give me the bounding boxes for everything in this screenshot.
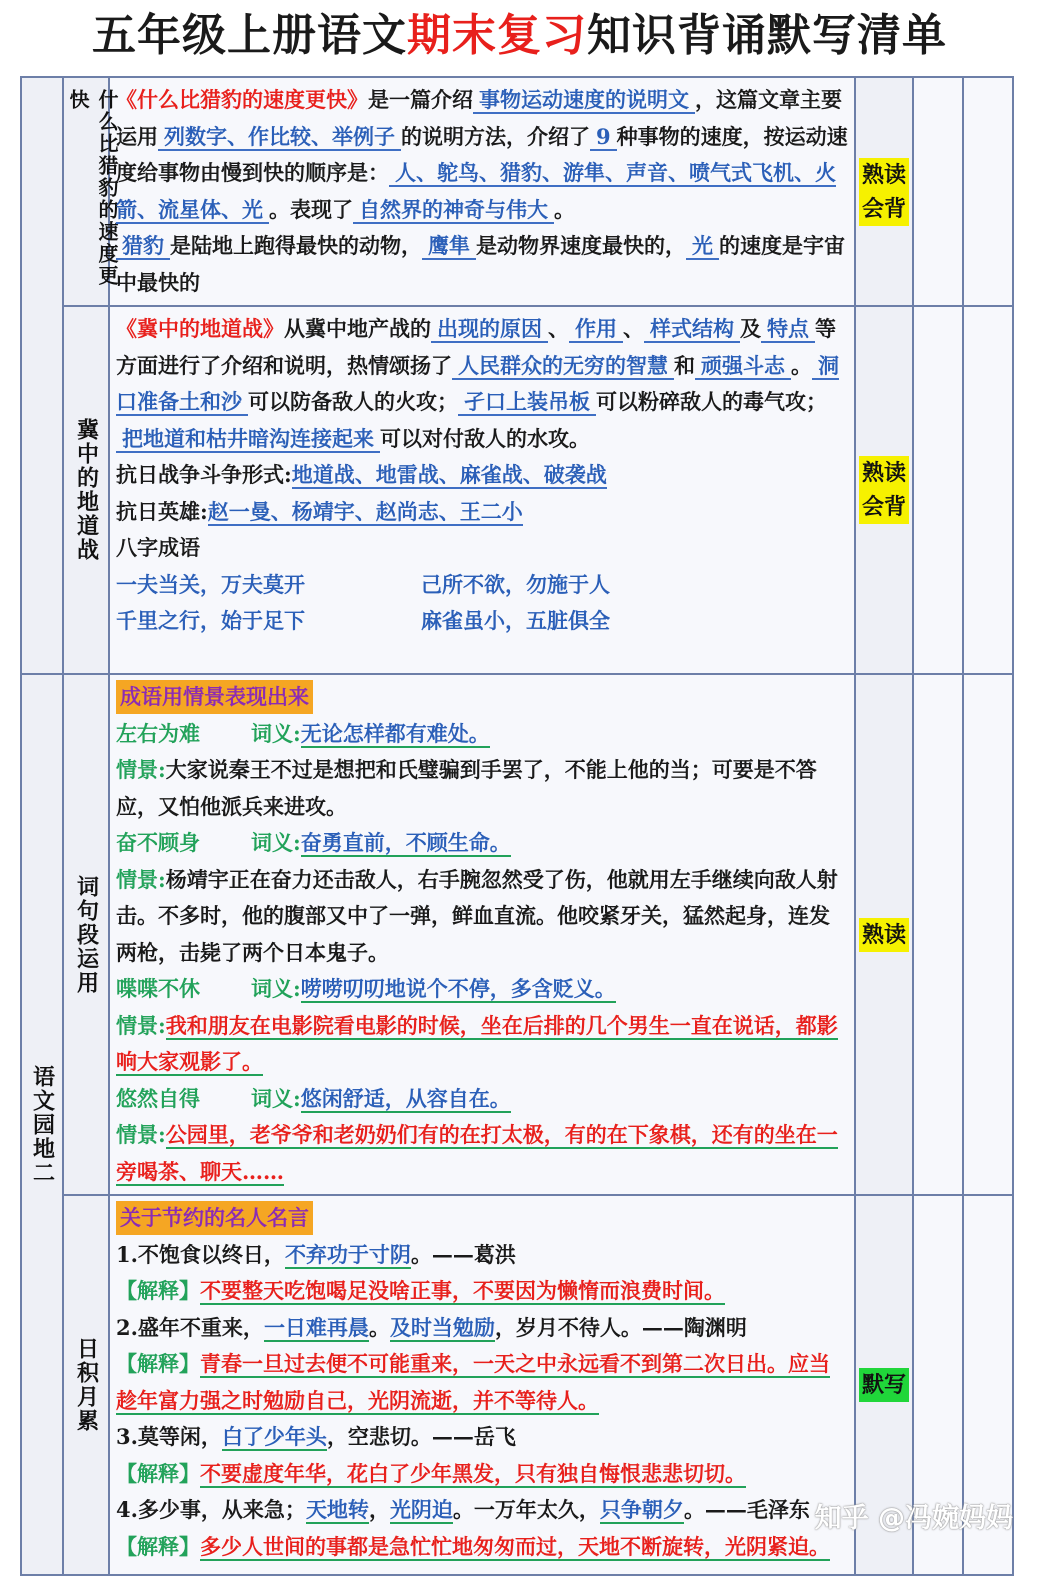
text: 。: [554, 196, 575, 222]
quote-text: 3.莫等闲，: [116, 1424, 222, 1449]
requirement-badge: 默写: [859, 1368, 909, 1402]
quote-fill: 光阴迫: [389, 1497, 453, 1522]
meaning-label: 词义:: [251, 976, 301, 1001]
idiom-scene: 大家说秦王不过是想把和氏璧骗到手罢了，不能上他的当；可要是不答应，又怕他派兵来进攻。: [116, 757, 817, 819]
forms-value: 地道战、地雷战、麻雀战、破袭战: [291, 462, 607, 487]
usage-header: 成语用情景表现出来: [116, 680, 313, 714]
scene-label: 情景:: [116, 1012, 166, 1038]
quote-text: 。——葛洪: [410, 1241, 516, 1267]
lesson-cell-cheetah: [63, 77, 119, 306]
fill-answer: 人民群众的无穷的智慧: [452, 353, 674, 380]
fill-answer: 出现的原因: [431, 316, 548, 343]
requirement-badge: 熟读会背: [859, 456, 909, 524]
quote-fill: 白了少年头: [221, 1424, 327, 1449]
text: 的速度是宇宙中最快的: [116, 233, 845, 295]
requirement-badge: 熟读: [859, 918, 909, 952]
idiom-word: 左右为难: [116, 720, 200, 746]
fill-answer: 样式结构: [644, 316, 740, 343]
idioms-title: 八字成语: [116, 535, 200, 560]
text: 、: [623, 316, 644, 341]
forms-label: 抗日战争斗争形式:: [116, 462, 292, 487]
quote-text: ，岁月不待人。——陶渊明: [494, 1314, 747, 1340]
text: 是陆地上跑得最快的动物，: [170, 233, 422, 258]
fill-answer: 把地道和枯井暗沟连接起来: [116, 426, 380, 453]
text: 。: [791, 352, 812, 378]
idiom-item: 千里之行，始于足下: [116, 608, 305, 633]
quote-text: 4.多少事，从来急；: [116, 1497, 306, 1522]
quote-fill: 一日难再晨: [263, 1314, 369, 1340]
idiom-word: 奋不顾身: [116, 830, 200, 855]
fill-answer: 人、鸵鸟、猎豹、游隼、声音、喷气式飞机、火箭、流星体、光: [116, 160, 836, 222]
explain-label: 【解释】: [116, 1351, 200, 1376]
text: 等方面进行了介绍和说明，热情颂扬了: [116, 316, 836, 378]
unit-title: 语文园地二: [29, 1064, 55, 1185]
quotes-header: 关于节约的名人名言: [116, 1201, 313, 1235]
idiom-item: 麻雀虽小，五脏俱全: [421, 608, 610, 633]
fill-answer: 猎豹: [116, 233, 170, 260]
fill-answer: 9: [590, 124, 617, 151]
text: 是一篇介绍: [368, 87, 473, 112]
blank-cell: [913, 306, 963, 674]
scene-label: 情景:: [116, 866, 166, 892]
fill-answer: 顽强斗志: [695, 353, 791, 380]
scene-label: 情景:: [116, 1122, 166, 1147]
idiom-item: 己所不欲，勿施于人: [421, 571, 610, 597]
blank-cell: [963, 77, 1013, 306]
fill-answer: 事物运动速度的说明文: [473, 87, 695, 114]
fill-answer: 特点: [761, 316, 815, 343]
row-tunnel: [21, 306, 1013, 674]
heroes-value: 赵一曼、杨靖宇、赵尚志、王二小: [207, 498, 523, 524]
idiom-grid: [116, 567, 848, 640]
heroes-label: 抗日英雄:: [116, 498, 208, 524]
text: 种事物的速度，按运动速度给事物由慢到快的顺序是：: [116, 123, 848, 185]
idiom-meaning: 无论怎样都有难处。: [300, 720, 490, 746]
quote-fill: 及时当勉励: [389, 1314, 495, 1340]
unit-cell-empty: [21, 77, 63, 674]
fill-answer: 作用: [569, 316, 623, 343]
lesson-cell-quotes: [63, 1195, 109, 1575]
text: 可以粉碎敌人的毒气攻；: [596, 389, 827, 414]
text: 、: [548, 316, 569, 341]
fill-answer: 自然界的神奇与伟大: [353, 197, 554, 224]
requirement-badge: 熟读会背: [859, 158, 909, 226]
blank-cell: [913, 77, 963, 306]
title-part1: 五年级上册语文: [92, 10, 407, 61]
content-cheetah: [109, 77, 855, 306]
idiom-scene: 我和朋友在电影院看电影的时候，坐在后排的几个男生一直在说话，都影响大家观影了。: [116, 1012, 838, 1074]
fill-answer: 洞口准备土和沙: [116, 352, 839, 414]
quote-fill: 不弃功于寸阴: [284, 1241, 411, 1267]
content-tunnel: [109, 306, 855, 674]
quote-explain: 不要整天吃饱喝足没啥正事，不要因为懒惰而浪费时间。: [200, 1278, 725, 1303]
fill-answer: 列数字、作比较、举例子: [158, 124, 401, 151]
idiom-word: 悠然自得: [116, 1085, 200, 1111]
text: 的说明方法，介绍了: [401, 123, 590, 149]
quote-fill: 天地转: [305, 1497, 369, 1522]
idiom-word: 喋喋不休: [116, 976, 200, 1001]
quote-explain: 青春一旦过去便不可能重来，一天之中永远看不到第二次日出。应当趁年富力强之时勉励自己，光阴流逝，并不等待人。: [116, 1351, 830, 1413]
req-cell-usage: [855, 674, 913, 1195]
text-tunnel-title: 《冀中的地道战》: [116, 316, 284, 341]
req-cell-cheetah: [855, 77, 913, 306]
explain-label: 【解释】: [116, 1278, 200, 1303]
fill-answer: 孑口上装吊板: [458, 389, 596, 416]
quote-text: ，空悲切。——岳飞: [326, 1424, 516, 1449]
explain-label: 【解释】: [116, 1533, 200, 1559]
quote-fill: 只争朝夕: [599, 1497, 684, 1522]
lesson-title-usage: 词句段运用: [73, 874, 99, 995]
blank-cell: [963, 674, 1013, 1195]
idiom-scene: 公园里，老爷爷和老奶奶们有的在打太极，有的在下象棋，还有的坐在一旁喝茶、聊天……: [116, 1122, 838, 1184]
lesson-cell-tunnel: [63, 306, 109, 674]
quote-text: ，: [368, 1497, 390, 1522]
title-highlight: 期末复习: [407, 10, 587, 61]
quote-explain: 不要虚度年华，花白了少年黑发，只有独自悔恨悲悲切切。: [200, 1460, 746, 1486]
lesson-cell-usage: [63, 674, 109, 1195]
text: 是动物界速度最快的，: [476, 233, 686, 258]
lesson-title-tunnel: 冀中的地道战: [73, 418, 99, 562]
idiom-meaning: 唠唠叨叨地说个不停，多含贬义。: [300, 976, 616, 1001]
idiom-scene: 杨靖宇正在奋力还击敌人，右手腕忽然受了伤，他就用左手继续向敌人射击。不多时，他的腹部又中了一弹，鲜血直流。他咬紧牙关，猛然起身，连发两枪，击毙了两个日本鬼子。: [116, 866, 838, 965]
text: 。表现了: [269, 196, 353, 222]
explain-label: 【解释】: [116, 1460, 200, 1486]
fill-answer: 光: [686, 233, 719, 260]
quote-text: 。: [368, 1314, 390, 1340]
meaning-label: 词义:: [251, 1085, 301, 1111]
quote-text: 2.盛年不重来，: [116, 1314, 264, 1340]
row-usage: [21, 674, 1013, 1195]
idiom-item: 一夫当关，万夫莫开: [116, 571, 305, 597]
idiom-meaning: 悠闲舒适，从容自在。: [300, 1085, 511, 1111]
text: 可以防备敌人的火攻；: [248, 389, 458, 414]
title-part2: 知识背诵默写清单: [587, 10, 947, 61]
lesson-title-cheetah: 什么比猎豹的速度更快: [66, 89, 119, 287]
text: 可以对付敌人的水攻。: [380, 425, 590, 451]
meaning-label: 词义:: [251, 830, 301, 855]
unit-cell: [21, 674, 63, 1575]
quote-text: 。一万年太久，: [452, 1497, 600, 1522]
text-cheetah-title: 《什么比猎豹的速度更快》: [116, 87, 368, 112]
watermark: 知乎 @冯婉妈妈: [814, 1503, 1013, 1534]
content-quotes: [109, 1195, 855, 1575]
blank-cell: [913, 674, 963, 1195]
req-cell-tunnel: [855, 306, 913, 674]
quote-text: 。——毛泽东: [683, 1497, 810, 1522]
idiom-meaning: 奋勇直前，不顾生命。: [300, 830, 511, 855]
review-table: [20, 76, 1014, 1576]
text: 从冀中地产战的: [284, 316, 431, 341]
content-usage: [109, 674, 855, 1195]
lesson-title-quotes: 日积月累: [73, 1337, 99, 1433]
text: 和: [674, 352, 695, 378]
fill-answer: 鹰隼: [422, 233, 476, 260]
meaning-label: 词义:: [251, 720, 301, 746]
quote-explain: 多少人世间的事都是急忙忙地匆匆而过，天地不断旋转，光阴紧迫。: [200, 1533, 830, 1559]
scene-label: 情景:: [116, 757, 166, 782]
page-title: [0, 0, 1039, 72]
blank-cell: [963, 306, 1013, 674]
text: ，这篇文章主要运用: [116, 87, 842, 149]
row-cheetah: [21, 77, 1013, 306]
text: 及: [740, 316, 761, 341]
quote-text: 1.不饱食以终日，: [116, 1241, 285, 1267]
